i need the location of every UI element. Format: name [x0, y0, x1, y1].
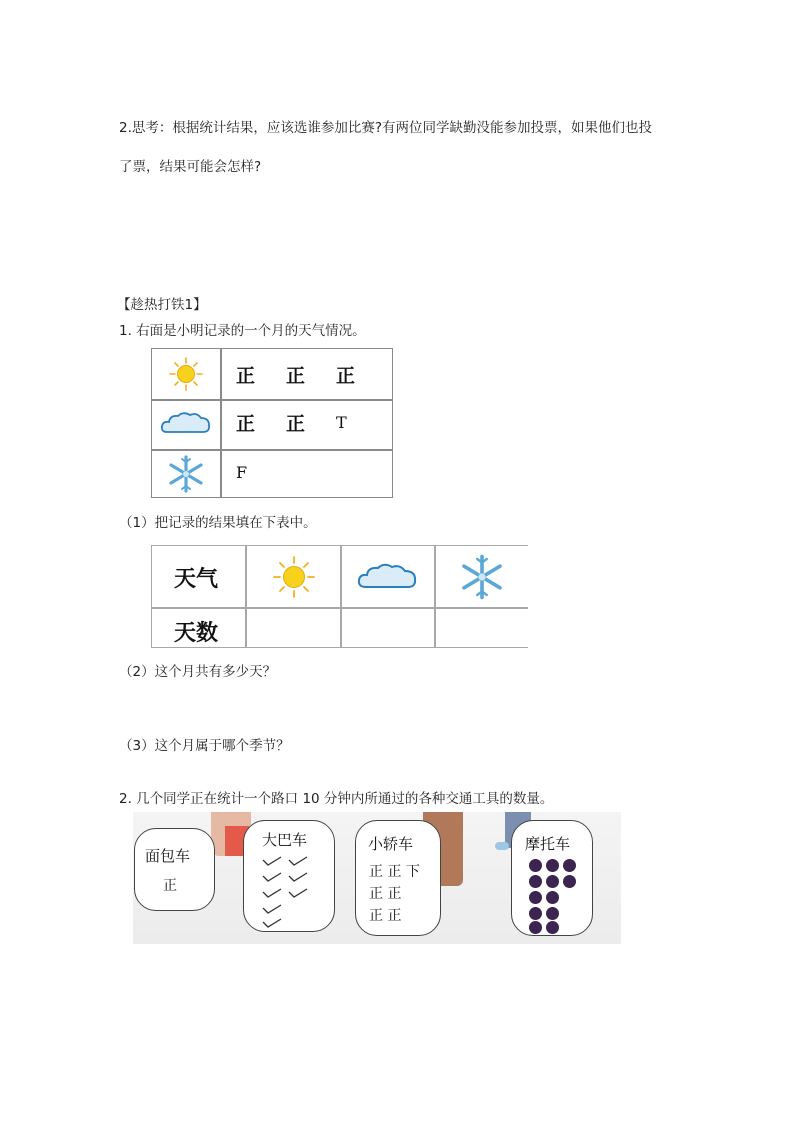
check-icon	[262, 855, 282, 867]
cloud-icon	[342, 546, 434, 607]
snowflake-icon	[152, 449, 220, 499]
weather-fill-table	[151, 545, 528, 648]
sun-tally: 正 正 正	[236, 364, 356, 387]
traffic-survey-illustration	[133, 812, 621, 944]
q2-prompt: 2. 几个同学正在统计一个路口 10 分钟内所通过的各种交通工具的数量。	[119, 791, 554, 807]
think-question-line-1: 2.思考：根据统计结果，应该选谁参加比赛?有两位同学缺勤没能参加投票，如果他们也投	[119, 120, 653, 136]
think-question-line-2: 了票，结果可能会怎样?	[119, 159, 262, 175]
car-bubble: 小轿车 正 正 下 正 正 正 正	[355, 820, 441, 936]
check-icon	[262, 917, 282, 929]
check-icon	[262, 887, 282, 899]
bus-bubble: 大巴车	[243, 820, 335, 932]
section-title: 【趁热打铁1】	[117, 297, 207, 313]
check-icon	[262, 871, 282, 883]
snowflake-icon	[436, 546, 528, 607]
snow-tally: F	[236, 462, 248, 482]
check-icon	[262, 903, 282, 915]
q1-sub2: （2）这个月共有多少天？	[119, 664, 277, 680]
check-icon	[288, 855, 308, 867]
van-bubble: 面包车 正	[134, 828, 215, 911]
q1-prompt: 1. 右面是小明记录的一个月的天气情况。	[119, 323, 366, 339]
cloud-tally: 正 正 T	[236, 412, 347, 435]
motorcycle-bubble: 摩托车	[511, 820, 593, 936]
sun-icon	[152, 349, 220, 399]
q1-sub1: （1）把记录的结果填在下表中。	[119, 515, 317, 531]
days-label: 天数	[174, 620, 219, 646]
weather-label: 天气	[174, 566, 219, 592]
check-icon	[288, 887, 308, 899]
cloud-icon	[152, 399, 220, 449]
weather-record-table	[151, 348, 393, 498]
check-icon	[288, 871, 308, 883]
q1-sub3: （3）这个月属于哪个季节？	[119, 738, 290, 754]
sun-icon	[247, 546, 340, 607]
